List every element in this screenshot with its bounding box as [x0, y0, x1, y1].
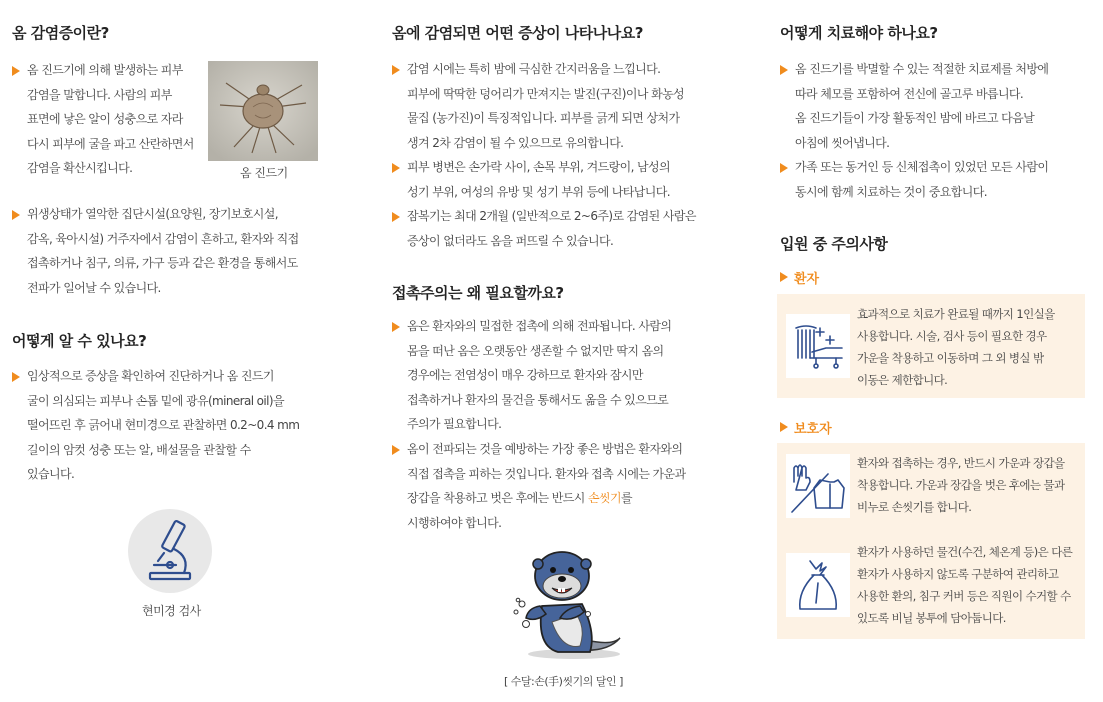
bullet-text: 옴이 전파되는 것을 예방하는 가장 좋은 방법은 환자와의 직접 접촉을 피하는 것입니다. 환자와 접촉 시에는 가운과 장갑을 착용하고 벗은 후에는 반드시 손씻기를 시행하여야 합니다.	[407, 442, 686, 530]
triangle-bullet-icon	[392, 65, 400, 75]
bullet-text: 옴 진드기에 의해 발생하는 피부 감염을 말합니다. 사람의 피부 표면에 낳은 알이 성충으로 자라 다시 피부에 굴을 파고 산란하면서 감염을 확산시킵니다.	[27, 63, 194, 175]
subheading-patient: 환자	[780, 268, 819, 287]
section-heading-inpatient-precautions: 입원 중 주의사항	[780, 235, 888, 253]
section-heading-symptoms: 옴에 감염되면 어떤 증상이 나타나나요?	[392, 24, 643, 42]
otter-icon	[500, 542, 626, 660]
triangle-bullet-icon	[392, 212, 400, 222]
mite-photo	[208, 61, 318, 161]
microscope-caption: 현미경 검사	[142, 604, 201, 618]
hospital-room-icon	[786, 314, 850, 378]
subheading-guardian: 보호자	[780, 418, 832, 437]
triangle-bullet-icon	[780, 163, 788, 173]
bullet-text: 임상적으로 증상을 확인하여 진단하거나 옴 진드기 굴이 의심되는 피부나 손톱 밑에 광유(mineral oil)을 떨어뜨린 후 긁어내 현미경으로 관찰하면 0.2~0.4 mm 길이의 암컷 성충 또는 알, 배설물을 관찰할 수 있습니다.	[27, 369, 300, 481]
section-heading-treatment: 어떻게 치료해야 하나요?	[780, 24, 938, 42]
bullet-text: 잠복기는 최대 2개월 (일반적으로 2~6주)로 감염된 사람은 증상이 없더라도 옴을 퍼뜨릴 수 있습니다.	[407, 209, 696, 248]
section-heading-diagnosis: 어떻게 알 수 있나요?	[12, 332, 147, 350]
bullet-text: 위생상태가 열악한 집단시설(요양원, 장기보호시설, 감옥, 육아시설) 거주자에서 감염이 흔하고, 환자와 직접 접촉하거나 침구, 의류, 가구 등과 같은 환경을 통해서도 전파가 일어날 수 있습니다.	[27, 207, 299, 295]
handwashing-highlight: 손씻기	[587, 491, 621, 505]
triangle-bullet-icon	[780, 272, 788, 282]
triangle-bullet-icon	[392, 445, 400, 455]
gown-gloves-icon	[786, 454, 850, 518]
patient-text: 효과적으로 치료가 완료될 때까지 1인실을 사용합니다. 시술, 검사 등이 필요한 경우 가운을 착용하고 이동하며 그 외 병실 밖 이동은 제한합니다.	[857, 307, 1055, 387]
triangle-bullet-icon	[12, 210, 20, 220]
bullet-text: 옴 진드기를 박멸할 수 있는 적절한 치료제를 처방에 따라 체모를 포함하여 전신에 골고루 바릅니다. 옴 진드기들이 가장 활동적인 밤에 바르고 다음날 아침에 씻어냅니다.	[795, 62, 1049, 150]
triangle-bullet-icon	[780, 422, 788, 432]
triangle-bullet-icon	[392, 322, 400, 332]
patient-panel	[777, 294, 1085, 398]
plastic-bag-icon	[786, 553, 850, 617]
otter-mascot	[500, 542, 626, 660]
triangle-bullet-icon	[780, 65, 788, 75]
triangle-bullet-icon	[392, 163, 400, 173]
microscope-icon	[128, 509, 212, 593]
triangle-bullet-icon	[12, 372, 20, 382]
guardian-text-gown: 환자와 접촉하는 경우, 반드시 가운과 장갑을 착용합니다. 가운과 장갑을 벗은 후에는 물과 비누로 손씻기를 합니다.	[857, 456, 1065, 514]
mite-icon	[208, 61, 318, 161]
mascot-caption: [ 수달:손(手)씻기의 달인 ]	[504, 675, 623, 688]
triangle-bullet-icon	[12, 66, 20, 76]
section-heading-what-is-scabies: 옴 감염증이란?	[12, 24, 109, 42]
bullet-text: 감염 시에는 특히 밤에 극심한 간지러움을 느낍니다. 피부에 딱딱한 덩어리가 만져지는 발진(구진)이나 화농성 물집 (농가진)이 특징적입니다. 피부를 긁게 되면 상처가 생겨 2차 감염이 될 수 있으므로 유의합니다.	[407, 62, 685, 150]
guardian-panel	[777, 443, 1085, 639]
section-heading-contact-precautions: 접촉주의는 왜 필요할까요?	[392, 284, 564, 302]
bullet-text: 옴은 환자와의 밀접한 접촉에 의해 전파됩니다. 사람의 몸을 떠난 옴은 오랫동안 생존할 수 없지만 딱지 옴의 경우에는 전염성이 매우 강하므로 환자와 잠시만 접촉하거나 환자의 물건을 통해서도 옮을 수 있으므로 주의가 필요합니다.	[407, 319, 672, 431]
bullet-text: 가족 또는 동거인 등 신체접촉이 있었던 모든 사람이 동시에 함께 치료하는 것이 중요합니다.	[795, 160, 1049, 199]
mite-caption: 옴 진드기	[240, 166, 288, 180]
bullet-text: 피부 병변은 손가락 사이, 손목 부위, 겨드랑이, 남성의 성기 부위, 여성의 유방 및 성기 부위 등에 나타납니다.	[407, 160, 670, 199]
guardian-text-belongings: 환자가 사용하던 물건(수건, 체온계 등)은 다른 환자가 사용하지 않도록 구분하여 관리하고 사용한 환의, 침구 커버 등은 직원이 수거할 수 있도록 비닐 봉투에 담아둡니다.	[857, 545, 1073, 625]
